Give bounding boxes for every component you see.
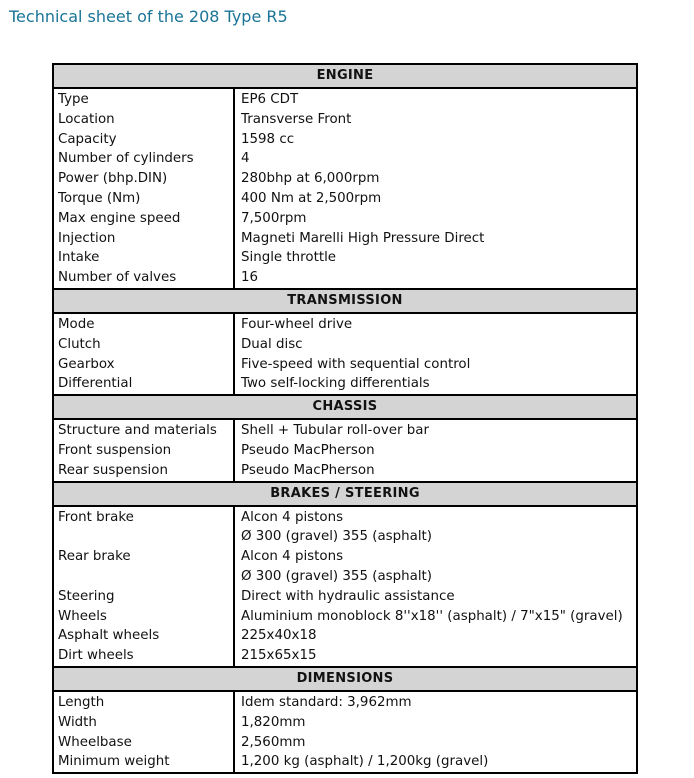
spec-value: Five-speed with sequential control [241, 356, 471, 372]
section-body [54, 507, 636, 666]
table-row [54, 229, 636, 249]
spec-label: Differential [58, 376, 133, 392]
table-row [54, 693, 636, 713]
spec-value: Pseudo MacPherson [241, 442, 375, 458]
spec-value: Four-wheel drive [241, 316, 353, 332]
spec-label: Wheels [58, 608, 107, 624]
spec-value: EP6 CDT [241, 92, 299, 107]
table-row [54, 646, 636, 666]
section-header-engine: ENGINE [54, 63, 636, 89]
spec-value: Single throttle [241, 250, 337, 266]
spec-label: Steering [58, 588, 115, 604]
spec-label [54, 567, 235, 587]
table-row [54, 626, 636, 646]
table-row [54, 421, 636, 441]
table-row [54, 527, 636, 547]
table-row [54, 713, 636, 733]
section-header-transmission: TRANSMISSION [54, 288, 636, 314]
spec-label: Clutch [58, 336, 101, 352]
table-row [54, 752, 636, 772]
table-row [54, 441, 636, 461]
spec-label: Injection [58, 230, 116, 246]
spec-label: Dirt wheels [58, 648, 134, 664]
spec-label: Rear suspension [58, 462, 168, 478]
spec-value: Pseudo MacPherson [241, 462, 375, 478]
spec-value: 2,560mm [241, 734, 306, 750]
spec-value: Dual disc [241, 336, 303, 352]
spec-label: Number of valves [58, 270, 177, 286]
spec-value: 225x40x18 [241, 628, 317, 644]
spec-label: Wheelbase [58, 734, 132, 750]
spec-label: Number of cylinders [58, 151, 194, 167]
spec-label: Gearbox [58, 356, 115, 372]
table-row [54, 248, 636, 268]
spec-value: Alcon 4 pistons [241, 509, 344, 525]
spec-value: 400 Nm at 2,500rpm [241, 190, 382, 206]
spec-value: Aluminium monoblock 8''x18'' (asphalt) / 7"x15" (gravel) [241, 608, 623, 624]
spec-label: Intake [58, 250, 100, 266]
table-row [54, 209, 636, 229]
spec-value: Ø 300 (gravel) 355 (asphalt) [241, 529, 433, 545]
spec-value: 1,200 kg (asphalt) / 1,200kg (gravel) [241, 754, 489, 770]
table-row [54, 587, 636, 607]
spec-value: Direct with hydraulic assistance [241, 588, 455, 604]
spec-label: Length [58, 694, 105, 710]
section-header-brakes-steering: BRAKES / STEERING [54, 481, 636, 507]
technical-sheet-table [52, 63, 638, 774]
table-row [54, 90, 636, 110]
spec-value: 280bhp at 6,000rpm [241, 171, 380, 187]
table-row [54, 110, 636, 130]
table-row [54, 547, 636, 567]
page-title: Technical sheet of the 208 Type R5 [9, 7, 288, 26]
spec-label: Location [58, 111, 115, 127]
section-body [54, 89, 636, 288]
spec-value: Alcon 4 pistons [241, 549, 344, 565]
table-row [54, 607, 636, 627]
table-row [54, 149, 636, 169]
spec-label: Type [58, 92, 89, 107]
spec-label: Rear brake [58, 549, 131, 565]
spec-value: 7,500rpm [241, 210, 307, 226]
table-row [54, 374, 636, 394]
spec-label: Width [58, 714, 97, 730]
spec-label: Mode [58, 316, 95, 332]
spec-label: Minimum weight [58, 754, 170, 770]
table-row [54, 130, 636, 150]
spec-value: 1598 cc [241, 131, 295, 147]
spec-label: Structure and materials [58, 423, 217, 439]
section-body [54, 420, 636, 480]
section-header-chassis: CHASSIS [54, 394, 636, 420]
table-row [54, 268, 636, 288]
table-row [54, 169, 636, 189]
spec-label: Torque (Nm) [58, 190, 141, 206]
spec-label: Capacity [58, 131, 117, 147]
section-body [54, 314, 636, 394]
table-row [54, 189, 636, 209]
spec-value: Idem standard: 3,962mm [241, 694, 412, 710]
table-row [54, 567, 636, 587]
spec-value: Two self-locking differentials [241, 376, 430, 392]
spec-label: Front suspension [58, 442, 172, 458]
table-row [54, 461, 636, 481]
section-header-dimensions: DIMENSIONS [54, 666, 636, 692]
spec-label: Asphalt wheels [58, 628, 160, 644]
spec-value: 215x65x15 [241, 648, 317, 664]
table-row [54, 315, 636, 335]
table-row [54, 355, 636, 375]
spec-value: Ø 300 (gravel) 355 (asphalt) [241, 568, 433, 584]
spec-value: 16 [241, 270, 259, 286]
section-body [54, 692, 636, 772]
spec-label: Power (bhp.DIN) [58, 171, 168, 187]
spec-value: 1,820mm [241, 714, 306, 730]
spec-label: Front brake [58, 509, 134, 525]
table-row [54, 508, 636, 528]
table-row [54, 733, 636, 753]
spec-value: Transverse Front [241, 111, 352, 127]
spec-label [54, 527, 235, 547]
spec-value: 4 [241, 151, 250, 167]
spec-value: Shell + Tubular roll-over bar [241, 423, 429, 439]
table-row [54, 335, 636, 355]
spec-value: Magneti Marelli High Pressure Direct [241, 230, 485, 246]
spec-label: Max engine speed [58, 210, 181, 226]
